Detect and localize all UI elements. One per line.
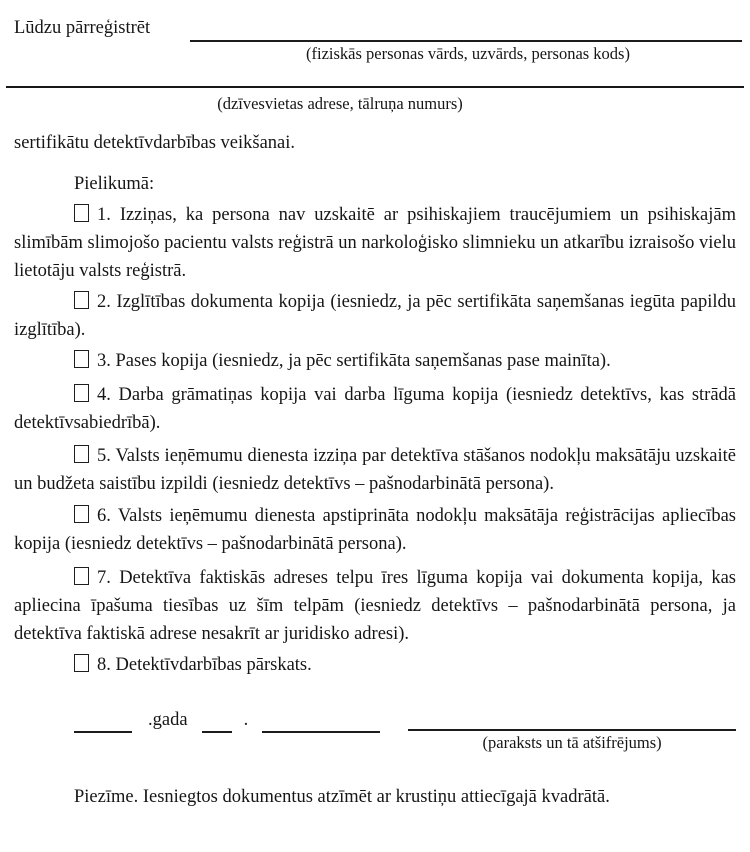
attachment-item-1 bbox=[14, 201, 736, 285]
item-text: Pases kopija (iesniedz, ja pēc sertifikāta saņemšanas pase mainīta). bbox=[115, 351, 611, 371]
date-month-field[interactable] bbox=[262, 709, 380, 733]
item-number: 1. bbox=[97, 205, 111, 225]
gada-label: .gada bbox=[148, 710, 188, 730]
attachment-item-2 bbox=[14, 288, 736, 344]
checkbox-item-1[interactable] bbox=[74, 204, 89, 222]
checkbox-item-4[interactable] bbox=[74, 384, 89, 402]
attachments-heading: Pielikumā: bbox=[74, 174, 155, 194]
checkbox-item-7[interactable] bbox=[74, 567, 89, 585]
item-number: 7. bbox=[97, 568, 111, 588]
checkbox-item-6[interactable] bbox=[74, 505, 89, 523]
purpose-text: sertifikātu detektīvdarbības veikšanai. bbox=[14, 133, 296, 153]
address-caption: (dzīvesvietas adrese, tālruņa numurs) bbox=[217, 94, 463, 113]
item-text: Izglītības dokumenta kopija (iesniedz, ja pēc sertifikāta saņemšanas iegūta papildu izglītība). bbox=[14, 292, 736, 340]
item-number: 3. bbox=[97, 351, 111, 371]
note-text: Piezīme. Iesniegtos dokumentus atzīmēt ar krustiņu attiecīgajā kvadrātā. bbox=[74, 787, 610, 807]
date-year-field[interactable] bbox=[74, 709, 132, 733]
signature-block bbox=[408, 709, 736, 753]
item-text: Detektīva faktiskās adreses telpu īres līguma kopija vai dokumenta kopija, kas apliecina īpašuma tiesības uz šīm telpām (iesniedz detektīvs – pašnodarbinātā persona, ja detektīva faktiskā adrese nesakrīt ar juridisko adresi). bbox=[14, 568, 736, 644]
checkbox-item-5[interactable] bbox=[74, 445, 89, 463]
attachment-item-7 bbox=[14, 564, 736, 648]
item-text: Valsts ieņēmumu dienesta izziņa par detektīva stāšanos nodokļu maksātāju uzskaitē un budžeta saistību izpildi (iesniedz detektīvs – pašnodarbinātā persona). bbox=[14, 446, 736, 494]
item-number: 8. bbox=[97, 655, 111, 675]
item-text: Valsts ieņēmumu dienesta apstiprināta nodokļu maksātāja reģistrācijas apliecības kopija (iesniedz detektīvs – pašnodarbinātā persona). bbox=[14, 506, 736, 554]
attachment-item-6 bbox=[14, 502, 736, 558]
signature-caption: (paraksts un tā atšifrējums) bbox=[482, 733, 662, 752]
item-number: 6. bbox=[97, 506, 111, 526]
item-text: Darba grāmatiņas kopija vai darba līguma kopija (iesniedz detektīvs, kas strādā detektīvsabiedrībā). bbox=[14, 385, 736, 433]
item-text: Izziņas, ka persona nav uzskaitē ar psihiskajiem traucējumiem un psihiskajām slimībām slimojošo pacientu valsts reģistrā un narkoloģisko slimnieku un atkarību izraisošo vielu lietotāju valsts reģistrā. bbox=[14, 205, 736, 281]
item-text: Detektīvdarbības pārskats. bbox=[115, 655, 312, 675]
item-number: 2. bbox=[97, 292, 111, 312]
attachment-item-8 bbox=[14, 651, 736, 679]
person-name-caption: (fiziskās personas vārds, uzvārds, personas kods) bbox=[306, 44, 630, 63]
date-day-field[interactable] bbox=[202, 709, 232, 733]
item-number: 4. bbox=[97, 385, 111, 405]
checkbox-item-8[interactable] bbox=[74, 654, 89, 672]
request-label: Lūdzu pārreģistrēt bbox=[14, 18, 151, 38]
address-field[interactable] bbox=[6, 86, 744, 88]
checkbox-item-3[interactable] bbox=[74, 350, 89, 368]
item-number: 5. bbox=[97, 446, 111, 466]
attachment-item-5 bbox=[14, 442, 736, 498]
request-row bbox=[14, 14, 736, 42]
person-name-field[interactable] bbox=[190, 14, 742, 42]
date-signature-row bbox=[14, 709, 736, 753]
checkbox-item-2[interactable] bbox=[74, 291, 89, 309]
date-dot: . bbox=[243, 710, 249, 730]
signature-field[interactable] bbox=[408, 709, 736, 731]
attachment-item-3 bbox=[14, 347, 736, 375]
attachment-item-4 bbox=[14, 381, 736, 437]
